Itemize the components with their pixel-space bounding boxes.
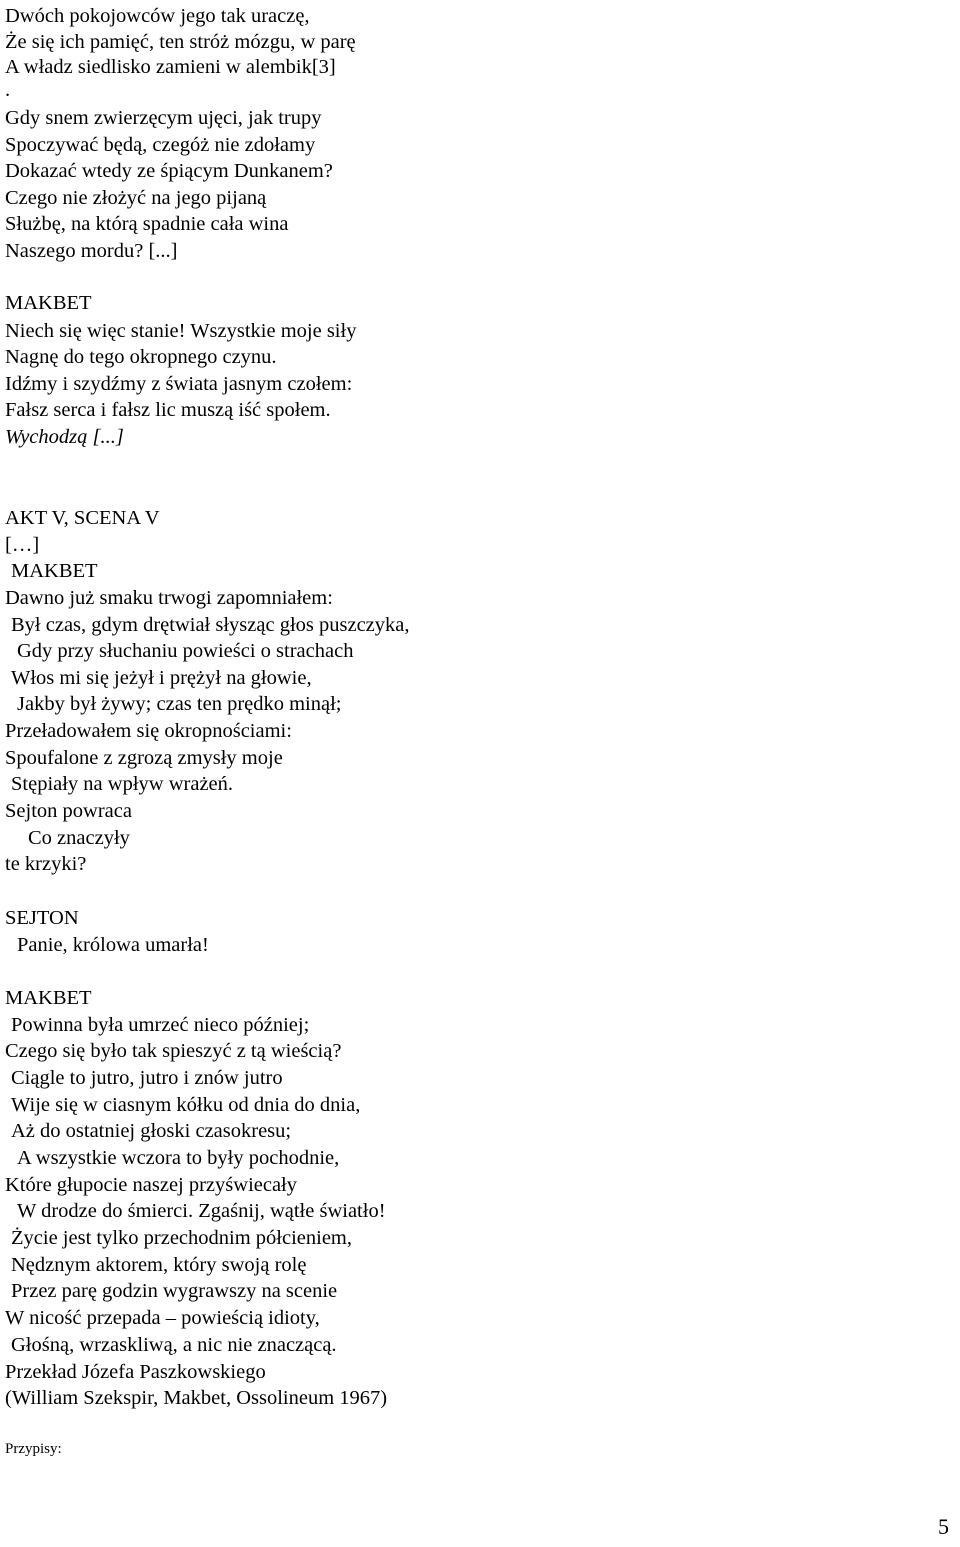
text-line: Wije się w ciasnym kółku od dnia do dnia,	[11, 1094, 361, 1116]
text-line: Gdy snem zwierzęcym ujęci, jak trupy	[5, 107, 322, 129]
text-line: te krzyki?	[5, 853, 87, 875]
speaker-name: MAKBET	[5, 292, 92, 314]
act-scene-heading: AKT V, SCENA V	[5, 507, 160, 529]
text-line: Przeładowałem się okropnościami:	[5, 720, 292, 742]
stage-direction: Sejton powraca	[5, 800, 132, 822]
text-line: Włos mi się jeżył i prężył na głowie,	[11, 667, 312, 689]
page-number: 5	[938, 1514, 949, 1539]
text-line: Naszego mordu? [...]	[5, 240, 178, 262]
text-line: Był czas, gdym drętwiał słysząc głos puszczyka,	[11, 614, 410, 636]
text-line: W nicość przepada – powieścią idioty,	[5, 1307, 320, 1329]
text-line: Jakby był żywy; czas ten prędko minął;	[17, 693, 342, 715]
text-line: Powinna była umrzeć nieco później;	[11, 1014, 310, 1036]
text-line: Czego nie złożyć na jego pijaną	[5, 187, 267, 209]
text-line: Że się ich pamięć, ten stróż mózgu, w parę	[5, 31, 356, 53]
text-line: Nagnę do tego okropnego czynu.	[5, 346, 277, 368]
text-line: Które głupocie naszej przyświecały	[5, 1174, 298, 1196]
text-line: A wszystkie wczora to były pochodnie,	[17, 1147, 340, 1169]
text-line: Czego się było tak spieszyć z tą wieścią?	[5, 1040, 342, 1062]
speaker-name: SEJTON	[5, 907, 79, 929]
text-line: Co znaczyły	[28, 827, 130, 849]
text-line: .	[5, 79, 11, 101]
translation-credit: Przekład Józefa Paszkowskiego	[5, 1361, 266, 1383]
text-line: Spoczywać będą, czegóż nie zdołamy	[5, 134, 316, 156]
footnotes-label: Przypisy:	[5, 1441, 62, 1457]
speaker-name: MAKBET	[11, 560, 98, 582]
text-line: Stępiały na wpływ wrażeń.	[11, 773, 234, 795]
text-line: Przez parę godzin wygrawszy na scenie	[11, 1280, 338, 1302]
text-line: Ciągle to jutro, jutro i znów jutro	[11, 1067, 283, 1089]
ellipsis-marker: […]	[5, 534, 40, 556]
text-line: Dokazać wtedy ze śpiącym Dunkanem?	[5, 160, 333, 182]
text-line: Nędznym aktorem, który swoją rolę	[11, 1254, 307, 1276]
source-citation: (William Szekspir, Makbet, Ossolineum 1967)	[5, 1387, 388, 1409]
text-line: W drodze do śmierci. Zgaśnij, wątłe światło!	[17, 1200, 386, 1222]
text-line: Aż do ostatniej głoski czasokresu;	[11, 1120, 292, 1142]
stage-direction: Wychodzą [...]	[5, 426, 124, 448]
text-line: Idźmy i szydźmy z świata jasnym czołem:	[5, 373, 353, 395]
text-line: A władz siedlisko zamieni w alembik[3]	[5, 56, 336, 78]
text-line: Fałsz serca i fałsz lic muszą iść społem.	[5, 399, 331, 421]
text-line: Gdy przy słuchaniu powieści o strachach	[17, 640, 354, 662]
text-line: Panie, królowa umarła!	[17, 934, 209, 956]
text-line: Spoufalone z zgrozą zmysły moje	[5, 747, 283, 769]
text-line: Służbę, na którą spadnie cała wina	[5, 213, 289, 235]
text-line: Dwóch pokojowców jego tak uraczę,	[5, 5, 310, 27]
speaker-name: MAKBET	[5, 987, 92, 1009]
text-line: Życie jest tylko przechodnim półcieniem,	[11, 1227, 352, 1249]
text-line: Głośną, wrzaskliwą, a nic nie znaczącą.	[11, 1334, 337, 1356]
text-line: Dawno już smaku trwogi zapomniałem:	[5, 587, 333, 609]
text-line: Niech się więc stanie! Wszystkie moje siły	[5, 320, 357, 342]
